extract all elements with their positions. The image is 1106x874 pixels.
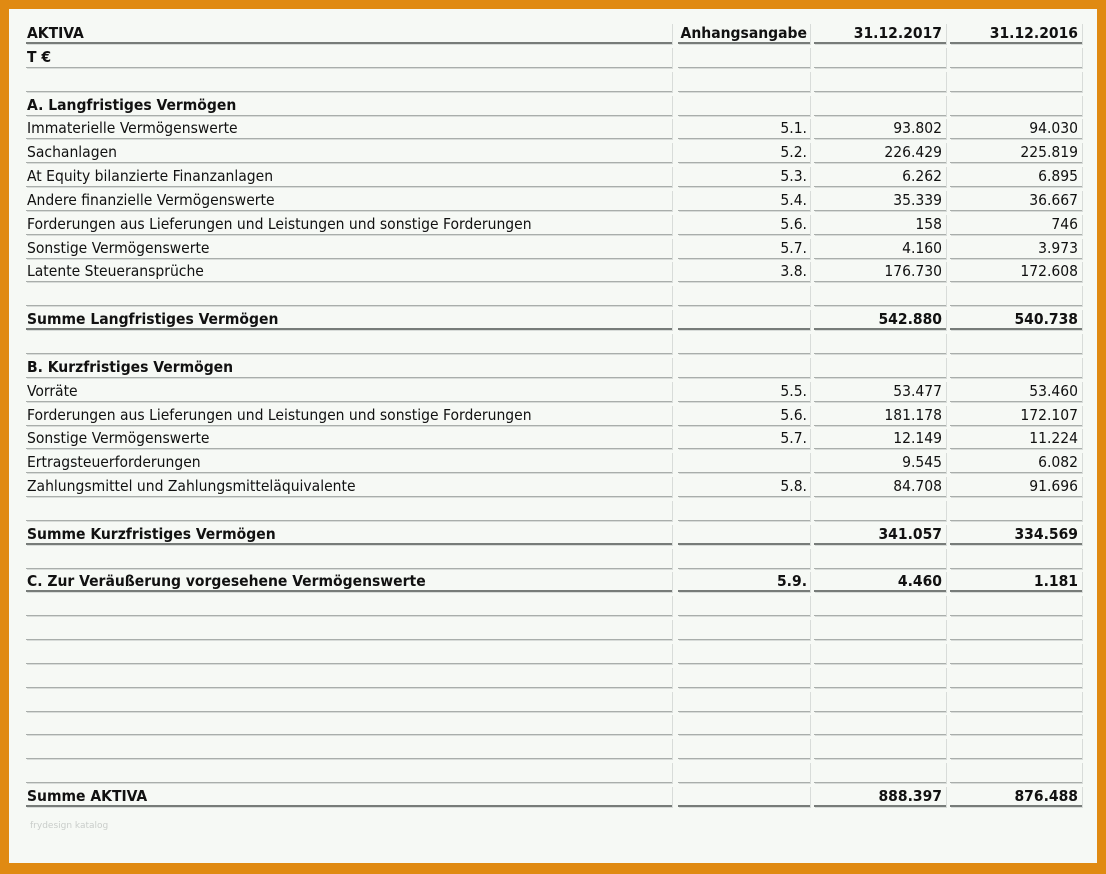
row-label [26,500,672,521]
note-cell [678,309,810,330]
table-row [26,595,1086,619]
value-2017-cell: 542.880 [814,309,946,330]
value-2016-cell [950,548,1082,569]
table-row [26,261,1086,285]
row-label: Summe AKTIVA [26,786,672,807]
note-cell [678,786,810,807]
value-2017-cell: 888.397 [814,786,946,807]
value-2017-cell [814,285,946,306]
value-2017-cell [814,71,946,92]
note-cell [678,95,810,116]
value-2016-cell [950,71,1082,92]
row-label: Sonstige Vermögenswerte [26,238,672,259]
row-label [26,714,672,735]
note-cell [678,714,810,735]
value-2016-cell [950,333,1082,354]
row-label: Sonstige Vermögenswerte [26,428,672,449]
note-cell: 5.5. [678,381,810,402]
note-cell [678,667,810,688]
value-2016-cell [950,357,1082,378]
note-cell [678,643,810,664]
table-row [26,500,1086,524]
row-label [26,691,672,712]
table-row [26,643,1086,667]
value-2016-cell [950,762,1082,783]
row-label [26,738,672,759]
value-2016-cell: 6.895 [950,166,1082,187]
table-row [26,118,1086,142]
value-2016-cell [950,595,1082,616]
value-2017-cell [814,548,946,569]
value-2017-cell [814,595,946,616]
value-2017-cell [814,333,946,354]
value-2017-cell [814,714,946,735]
row-label: Vorräte [26,381,672,402]
value-2017-cell [814,691,946,712]
row-label: A. Langfristiges Vermögen [26,95,672,116]
value-2016-cell: 540.738 [950,309,1082,330]
note-cell: 5.2. [678,142,810,163]
value-2017-cell: 6.262 [814,166,946,187]
table-row [26,357,1086,381]
note-cell: 5.9. [678,571,810,592]
note-cell: 5.8. [678,476,810,497]
row-label: AKTIVA [26,23,672,44]
note-cell [678,595,810,616]
row-label [26,643,672,664]
note-cell [678,548,810,569]
value-2017-cell [814,643,946,664]
balance-sheet-table [26,23,1086,810]
value-2016-cell [950,691,1082,712]
value-2016-cell: 1.181 [950,571,1082,592]
value-2016-cell [950,500,1082,521]
value-2016-cell: 91.696 [950,476,1082,497]
value-2017-cell: 4.160 [814,238,946,259]
table-row [26,452,1086,476]
table-row [26,47,1086,71]
row-label [26,333,672,354]
value-2016-cell [950,643,1082,664]
table-row [26,691,1086,715]
value-2016-cell: 225.819 [950,142,1082,163]
note-cell [678,452,810,473]
value-2017-cell: 35.339 [814,190,946,211]
table-row [26,214,1086,238]
value-2017-cell: 31.12.2017 [814,23,946,44]
note-cell: 3.8. [678,261,810,282]
value-2016-cell: 172.107 [950,405,1082,426]
value-2016-cell [950,714,1082,735]
value-2017-cell: 158 [814,214,946,235]
table-row [26,667,1086,691]
note-cell [678,619,810,640]
value-2017-cell: 226.429 [814,142,946,163]
document-frame [9,9,1097,863]
value-2017-cell: 176.730 [814,261,946,282]
table-row [26,738,1086,762]
row-label: Zahlungsmittel und Zahlungsmitteläquivalente [26,476,672,497]
note-cell: 5.1. [678,118,810,139]
value-2016-cell: 6.082 [950,452,1082,473]
row-label [26,285,672,306]
value-2016-cell: 876.488 [950,786,1082,807]
value-2016-cell: 53.460 [950,381,1082,402]
row-label [26,595,672,616]
row-label: T € [26,47,672,68]
note-cell [678,524,810,545]
note-cell [678,691,810,712]
value-2016-cell [950,47,1082,68]
value-2017-cell: 4.460 [814,571,946,592]
table-row [26,571,1086,595]
row-label: Latente Steueransprüche [26,261,672,282]
row-label: B. Kurzfristiges Vermögen [26,357,672,378]
value-2017-cell [814,95,946,116]
table-row [26,786,1086,810]
table-row [26,333,1086,357]
note-cell: 5.6. [678,405,810,426]
table-row [26,476,1086,500]
row-label [26,667,672,688]
row-label: C. Zur Veräußerung vorgesehene Vermögenswerte [26,571,672,592]
table-header-row [26,23,1086,47]
value-2016-cell [950,667,1082,688]
value-2017-cell: 181.178 [814,405,946,426]
note-cell [678,71,810,92]
note-cell: 5.7. [678,428,810,449]
row-label: Forderungen aus Lieferungen und Leistungen und sonstige Forderungen [26,214,672,235]
value-2016-cell [950,738,1082,759]
table-row [26,71,1086,95]
value-2016-cell: 36.667 [950,190,1082,211]
value-2017-cell [814,357,946,378]
row-label [26,548,672,569]
value-2016-cell: 746 [950,214,1082,235]
value-2016-cell: 31.12.2016 [950,23,1082,44]
value-2016-cell: 3.973 [950,238,1082,259]
row-label: Ertragsteuerforderungen [26,452,672,473]
value-2017-cell: 9.545 [814,452,946,473]
value-2017-cell [814,500,946,521]
table-row [26,762,1086,786]
table-row [26,405,1086,429]
row-label: At Equity bilanzierte Finanzanlagen [26,166,672,187]
row-label: Summe Langfristiges Vermögen [26,309,672,330]
value-2017-cell: 84.708 [814,476,946,497]
table-row [26,285,1086,309]
row-label [26,71,672,92]
value-2017-cell: 341.057 [814,524,946,545]
value-2016-cell: 172.608 [950,261,1082,282]
value-2017-cell [814,619,946,640]
note-cell: 5.6. [678,214,810,235]
note-cell: Anhangsangabe [678,23,810,44]
table-row [26,238,1086,262]
note-cell [678,333,810,354]
note-cell [678,47,810,68]
table-row [26,190,1086,214]
watermark: frydesign katalog [30,821,109,831]
table-row [26,524,1086,548]
table-row [26,95,1086,119]
note-cell: 5.7. [678,238,810,259]
value-2017-cell [814,47,946,68]
note-cell [678,738,810,759]
table-row [26,142,1086,166]
value-2017-cell [814,738,946,759]
table-row [26,309,1086,333]
value-2017-cell: 53.477 [814,381,946,402]
value-2016-cell [950,285,1082,306]
table-row [26,166,1086,190]
table-row [26,381,1086,405]
note-cell [678,500,810,521]
table-row [26,619,1086,643]
row-label: Summe Kurzfristiges Vermögen [26,524,672,545]
value-2017-cell: 12.149 [814,428,946,449]
value-2016-cell [950,95,1082,116]
note-cell [678,357,810,378]
note-cell [678,285,810,306]
row-label: Sachanlagen [26,142,672,163]
table-row [26,548,1086,572]
row-label [26,762,672,783]
value-2016-cell [950,619,1082,640]
note-cell [678,762,810,783]
row-label: Immaterielle Vermögenswerte [26,118,672,139]
value-2017-cell [814,762,946,783]
note-cell: 5.4. [678,190,810,211]
value-2016-cell: 11.224 [950,428,1082,449]
table-row [26,428,1086,452]
value-2016-cell: 94.030 [950,118,1082,139]
row-label [26,619,672,640]
note-cell: 5.3. [678,166,810,187]
row-label: Forderungen aus Lieferungen und Leistungen und sonstige Forderungen [26,405,672,426]
value-2016-cell: 334.569 [950,524,1082,545]
value-2017-cell [814,667,946,688]
row-label: Andere finanzielle Vermögenswerte [26,190,672,211]
table-row [26,714,1086,738]
value-2017-cell: 93.802 [814,118,946,139]
